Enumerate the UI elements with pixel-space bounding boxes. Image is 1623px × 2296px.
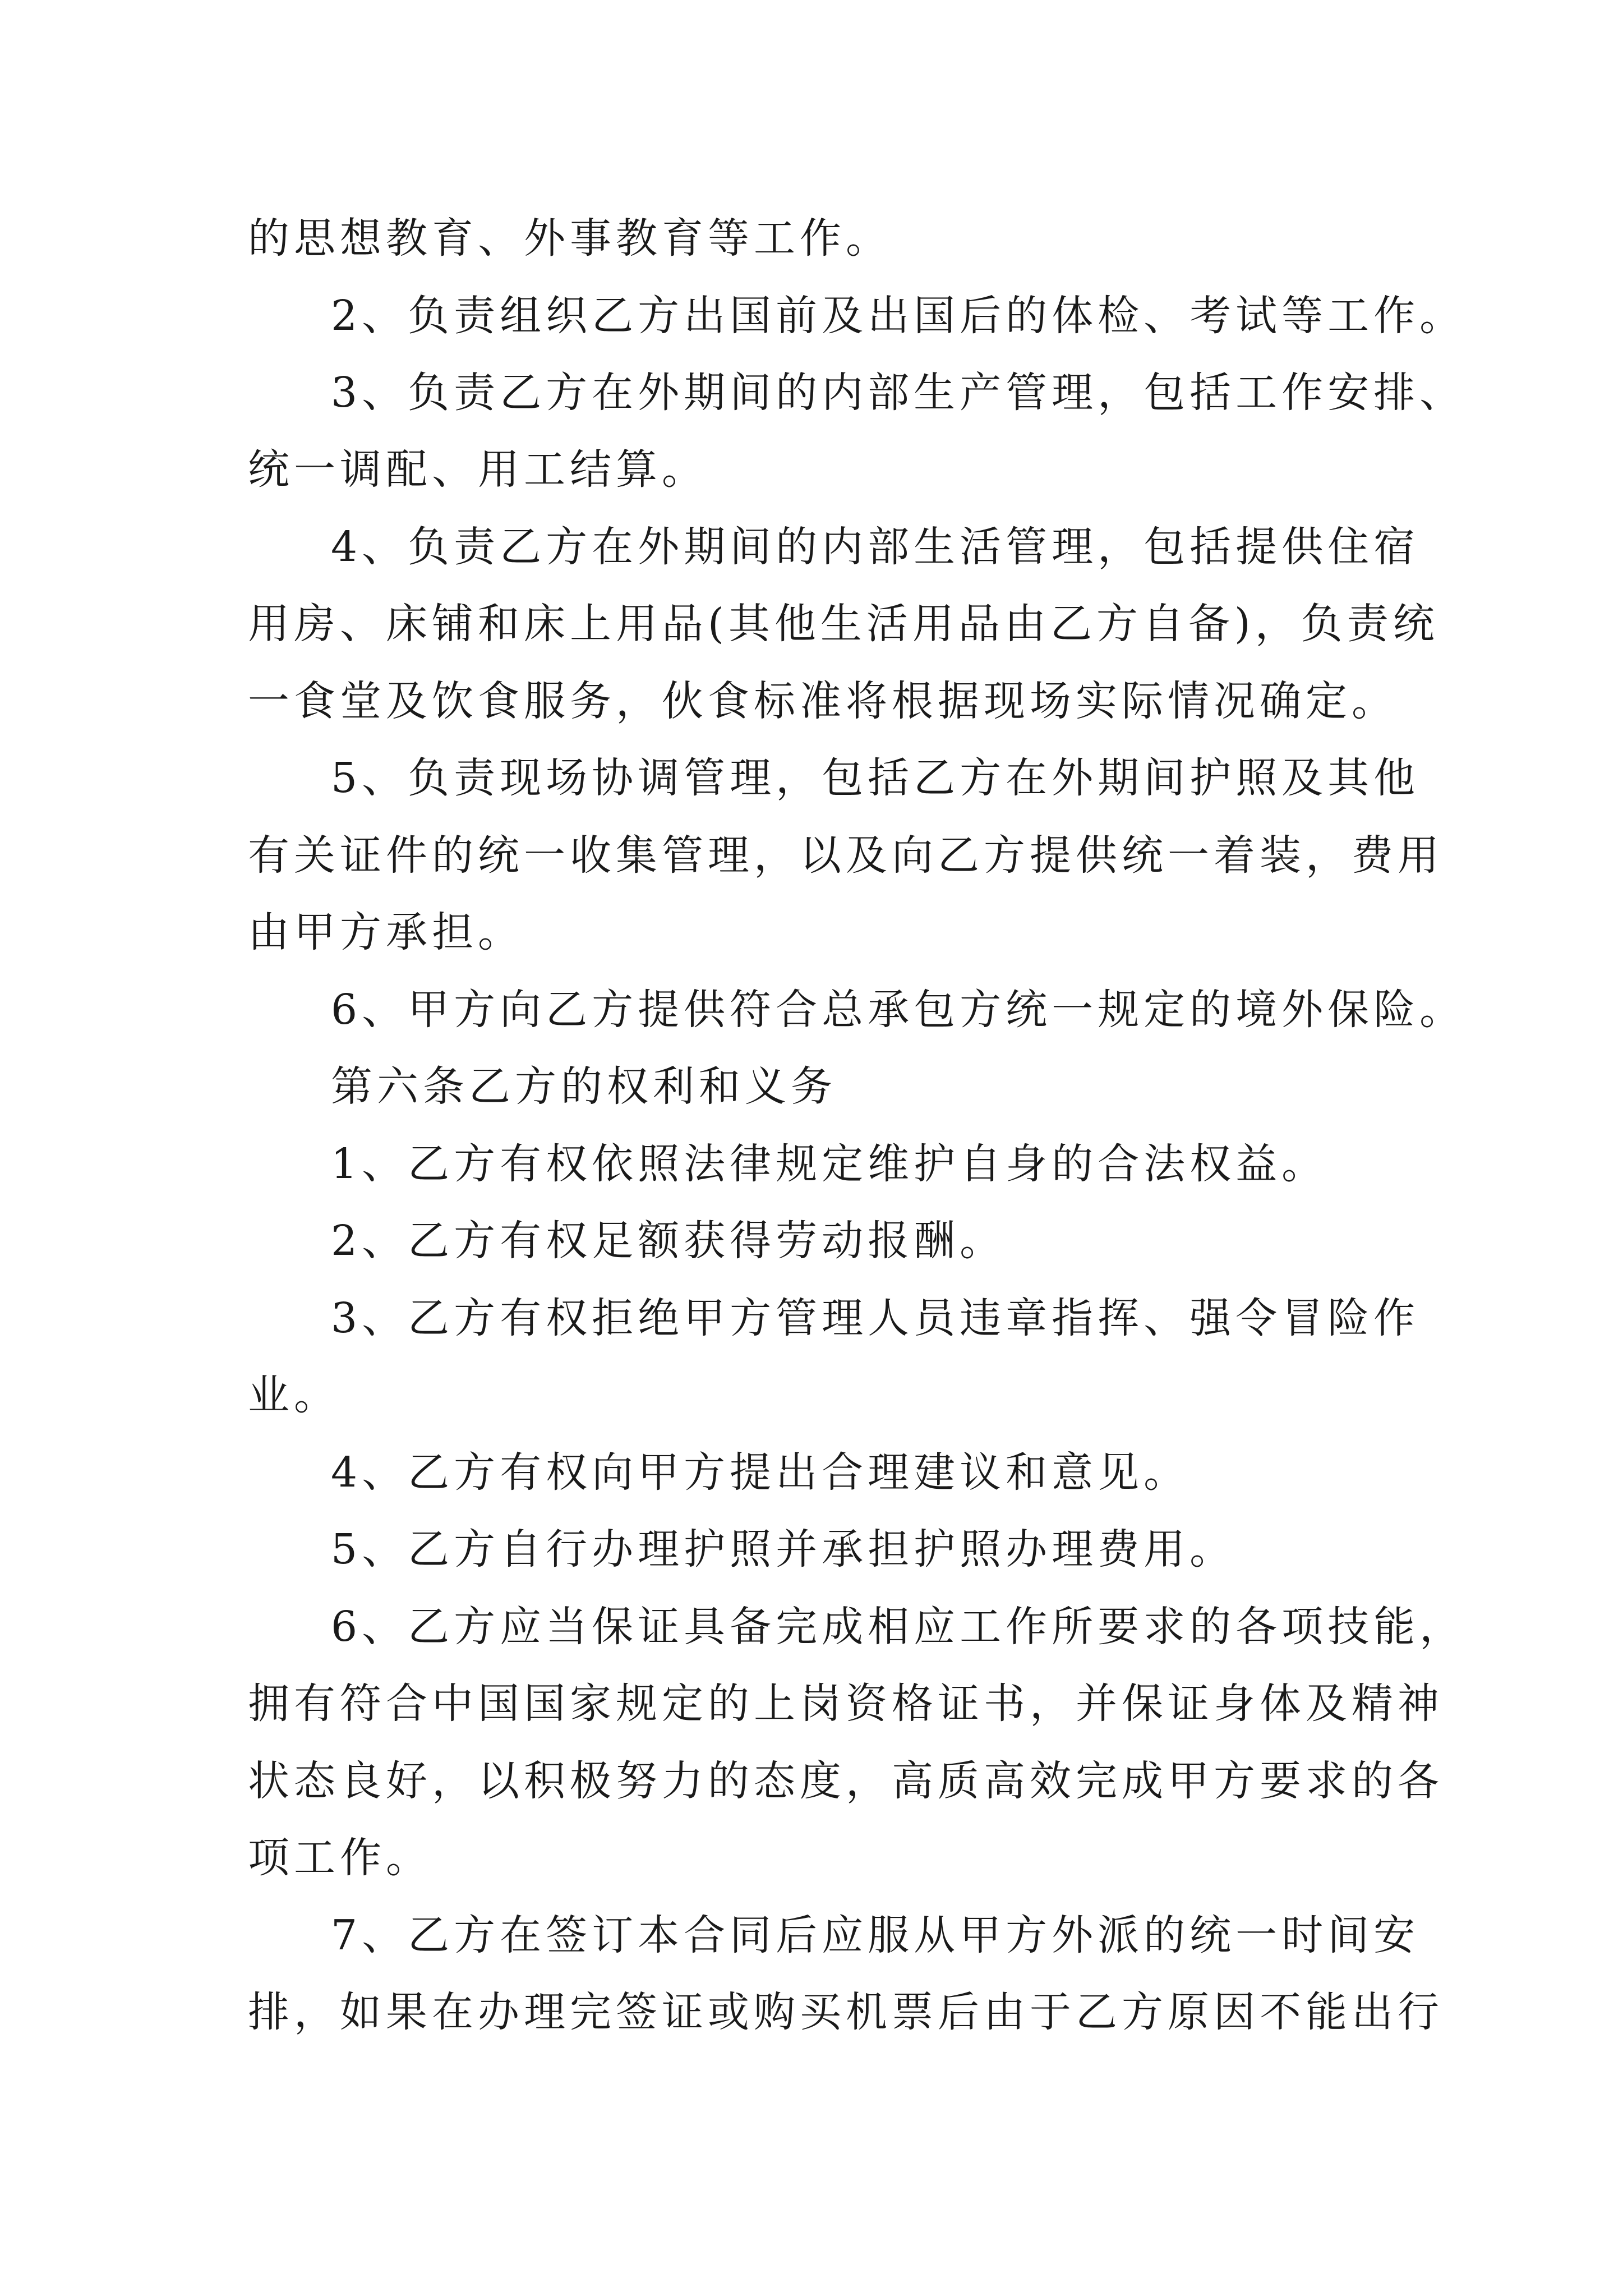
text-line: 由甲方承担。 [248, 908, 524, 956]
text-line: 状态良好，以积极努力的态度，高质高效完成甲方要求的各 [248, 1757, 1444, 1805]
text-line: 一食堂及饮食服务，伙食标准将根据现场实际情况确定。 [248, 677, 1398, 725]
list-item: 4、乙方有权向甲方提出合理建议和意见。 [331, 1448, 1190, 1497]
text-line: 项工作。 [248, 1834, 432, 1882]
list-item: 5、乙方自行办理护照并承担护照办理费用。 [331, 1525, 1236, 1573]
text-line: 用房、床铺和床上用品(其他生活用品由乙方自备)，负责统 [248, 600, 1439, 648]
text-line: 拥有符合中国国家规定的上岗资格证书，并保证身体及精神 [248, 1680, 1444, 1728]
section-heading: 第六条乙方的权利和义务 [331, 1062, 837, 1111]
text-line: 的思想教育、外事教育等工作。 [248, 214, 892, 263]
list-item: 1、乙方有权依照法律规定维护自身的合法权益。 [331, 1140, 1328, 1188]
text-line: 统一调配、用工结算。 [248, 445, 708, 494]
list-item: 6、乙方应当保证具备完成相应工作所要求的各项技能， [331, 1603, 1466, 1651]
list-item: 2、乙方有权足额获得劳动报酬。 [331, 1217, 1006, 1265]
list-item: 6、甲方向乙方提供符合总承包方统一规定的境外保险。 [331, 986, 1466, 1034]
list-item: 3、负责乙方在外期间的内部生产管理，包括工作安排、 [331, 369, 1466, 417]
text-line: 排，如果在办理完签证或购买机票后由于乙方原因不能出行 [248, 1988, 1444, 2036]
list-item: 2、负责组织乙方出国前及出国后的体检、考试等工作。 [331, 292, 1466, 340]
list-item: 4、负责乙方在外期间的内部生活管理，包括提供住宿 [331, 523, 1420, 571]
list-item: 5、负责现场协调管理，包括乙方在外期间护照及其他 [331, 754, 1420, 802]
text-line: 业。 [248, 1371, 340, 1419]
list-item: 3、乙方有权拒绝甲方管理人员违章指挥、强令冒险作 [331, 1294, 1420, 1342]
list-item: 7、乙方在签订本合同后应服从甲方外派的统一时间安 [331, 1911, 1420, 1959]
text-line: 有关证件的统一收集管理，以及向乙方提供统一着装，费用 [248, 831, 1444, 880]
